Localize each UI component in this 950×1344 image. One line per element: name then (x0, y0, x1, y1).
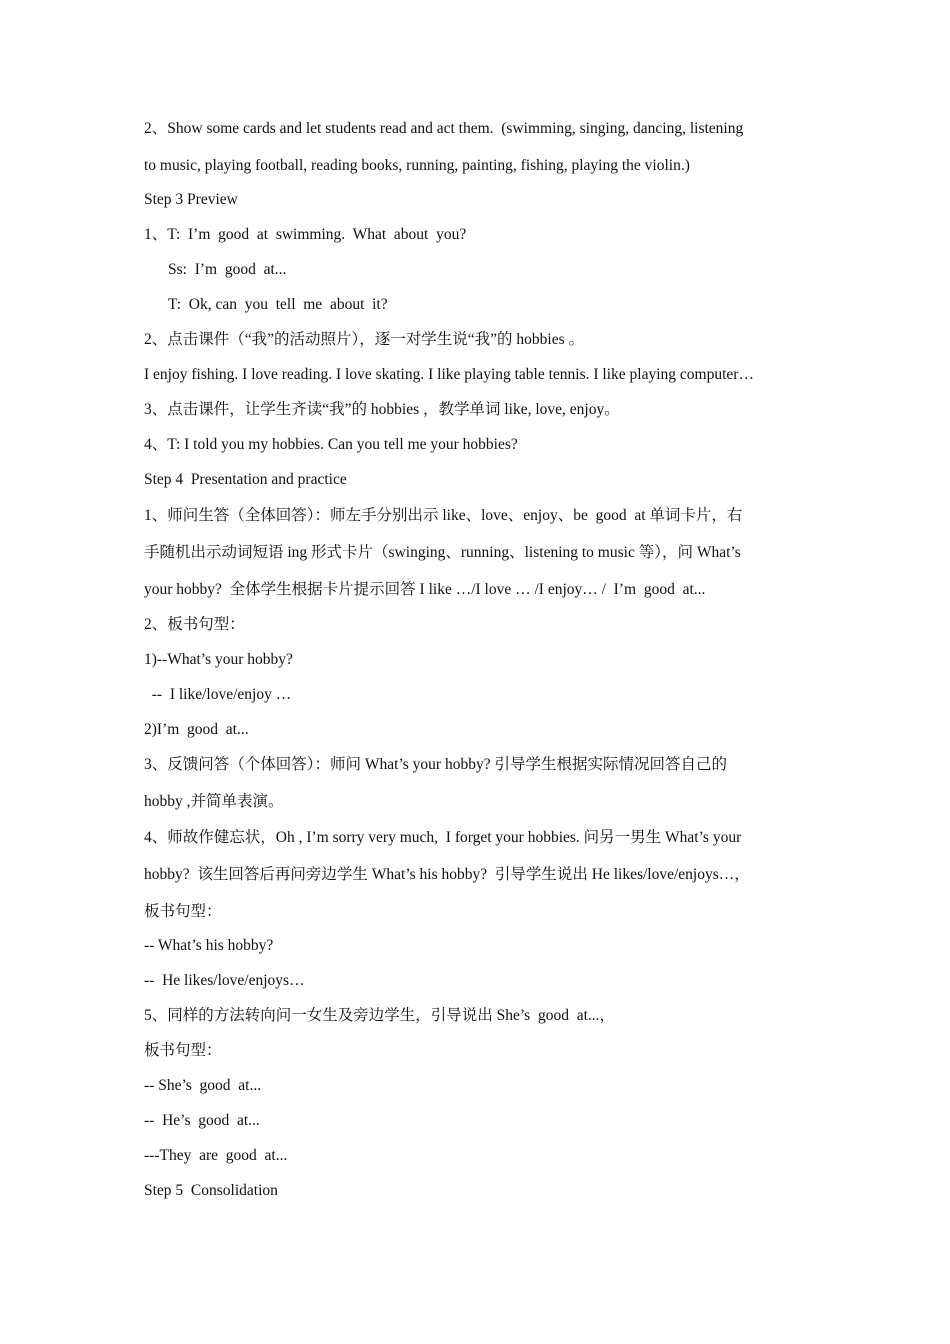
text-line: 手随机出示动词短语 ing 形式卡片（swinging、running、listening to music 等），问 What’s (144, 544, 741, 561)
step-heading: Step 4 Presentation and practice (144, 471, 347, 488)
text-line: 2)I’m good at... (144, 721, 249, 738)
text-line: 4、师故作健忘状，Oh , I’m sorry very much, I forget your hobbies. 问另一男生 What’s your (144, 829, 742, 846)
text-line: 2、点击课件（“我”的活动照片），逐一对学生说“我”的 hobbies 。 (144, 331, 584, 348)
text-line: I enjoy fishing. I love reading. I love skating. I like playing table tennis. I like playing computer… (144, 366, 754, 383)
text-line: 板书句型： (144, 903, 222, 920)
text-line: Ss: I’m good at... (168, 261, 287, 278)
text-line: 2、Show some cards and let students read and act them. (swimming, singing, dancing, listening (144, 120, 744, 137)
text-line: your hobby? 全体学生根据卡片提示回答 I like …/I love … /I enjoy… / I’m good at... (144, 581, 706, 598)
text-line: -- I like/love/enjoy … (144, 686, 292, 703)
text-line: 1、师问生答（全体回答）：师左手分别出示 like、love、enjoy、be good at 单词卡片，右 (144, 507, 743, 524)
text-line: to music, playing football, reading books, running, painting, fishing, playing the violin.) (144, 157, 690, 174)
text-line: hobby ,并简单表演。 (144, 793, 284, 810)
text-line: 4、T: I told you my hobbies. Can you tell me your hobbies? (144, 436, 518, 453)
text-line: 3、反馈问答（个体回答）：师问 What’s your hobby? 引导学生根据实际情况回答自己的 (144, 756, 727, 773)
text-line: -- He likes/love/enjoys… (144, 972, 305, 989)
text-line: hobby? 该生回答后再问旁边学生 What’s his hobby? 引导学生说出 He likes/love/enjoys…， (144, 866, 750, 883)
text-line: T: Ok, can you tell me about it? (168, 296, 388, 313)
text-line: 3、点击课件，让学生齐读“我”的 hobbies ，教学单词 like, love, enjoy。 (144, 401, 620, 418)
text-line: ---They are good at... (144, 1147, 288, 1164)
text-line: -- What’s his hobby? (144, 937, 274, 954)
step-heading: Step 3 Preview (144, 191, 238, 208)
text-line: 1、T: I’m good at swimming. What about you? (144, 226, 467, 243)
text-line: 5、同样的方法转向问一女生及旁边学生，引导说出 She’s good at...， (144, 1007, 616, 1024)
text-line: -- She’s good at... (144, 1077, 262, 1094)
text-line: 1)--What’s your hobby? (144, 651, 293, 668)
text-line: -- He’s good at... (144, 1112, 260, 1129)
text-line: 板书句型： (144, 1042, 222, 1059)
step-heading: Step 5 Consolidation (144, 1182, 278, 1199)
text-line: 2、板书句型： (144, 616, 245, 633)
